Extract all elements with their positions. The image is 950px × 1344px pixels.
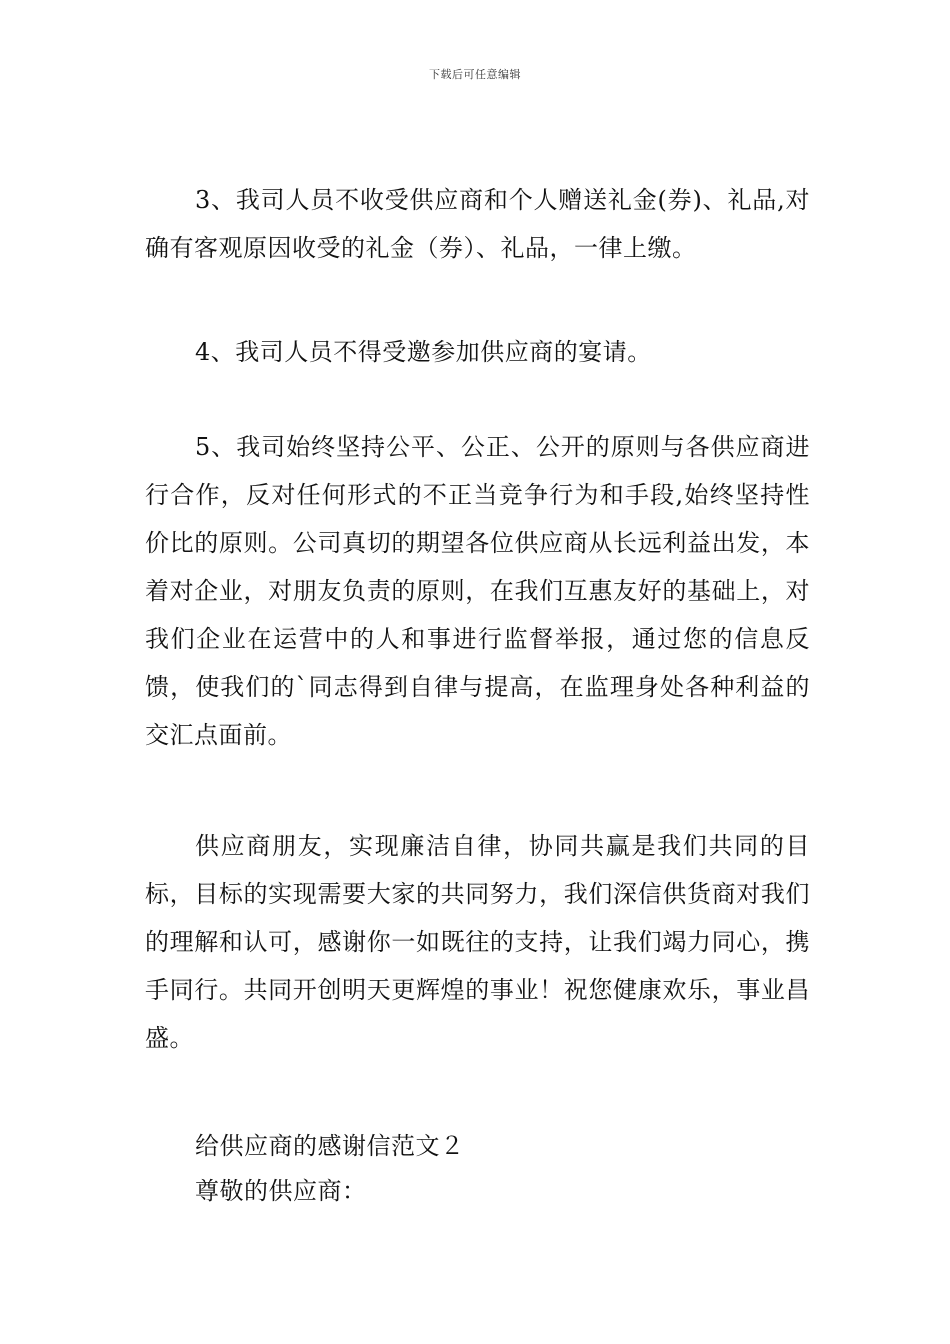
paragraph-rule-4: 4、我司人员不得受邀参加供应商的宴请。 bbox=[195, 338, 652, 366]
paragraph-rule-3: 3、我司人员不收受供应商和个人赠送礼金(券)、礼品,对确有客观原因收受的礼金（券）、礼品，一律上缴。 bbox=[145, 186, 810, 262]
section-title: 给供应商的感谢信范文２ bbox=[195, 1132, 465, 1160]
header-note: 下载后可任意编辑 bbox=[429, 68, 521, 81]
salutation: 尊敬的供应商： bbox=[195, 1177, 367, 1205]
paragraph-rule-5: 5、我司始终坚持公平、公正、公开的原则与各供应商进行合作，反对任何形式的不正当竞争行为和手段,始终坚持性价比的原则。公司真切的期望各位供应商从长远利益出发，本着对企业，对朋友负责的原则，在我们互惠友好的基础上，对我们企业在运营中的人和事进行监督举报，通过您的信息反馈，使我们的`同志得到自律与提高，在监理身处各种利益的交汇点面前。 bbox=[145, 433, 810, 749]
paragraph-closing: 供应商朋友，实现廉洁自律，协同共赢是我们共同的目标，目标的实现需要大家的共同努力，我们深信供货商对我们的理解和认可，感谢你一如既往的支持，让我们竭力同心，携手同行。共同开创明天更辉煌的事业！祝您健康欢乐，事业昌盛。 bbox=[145, 832, 810, 1052]
